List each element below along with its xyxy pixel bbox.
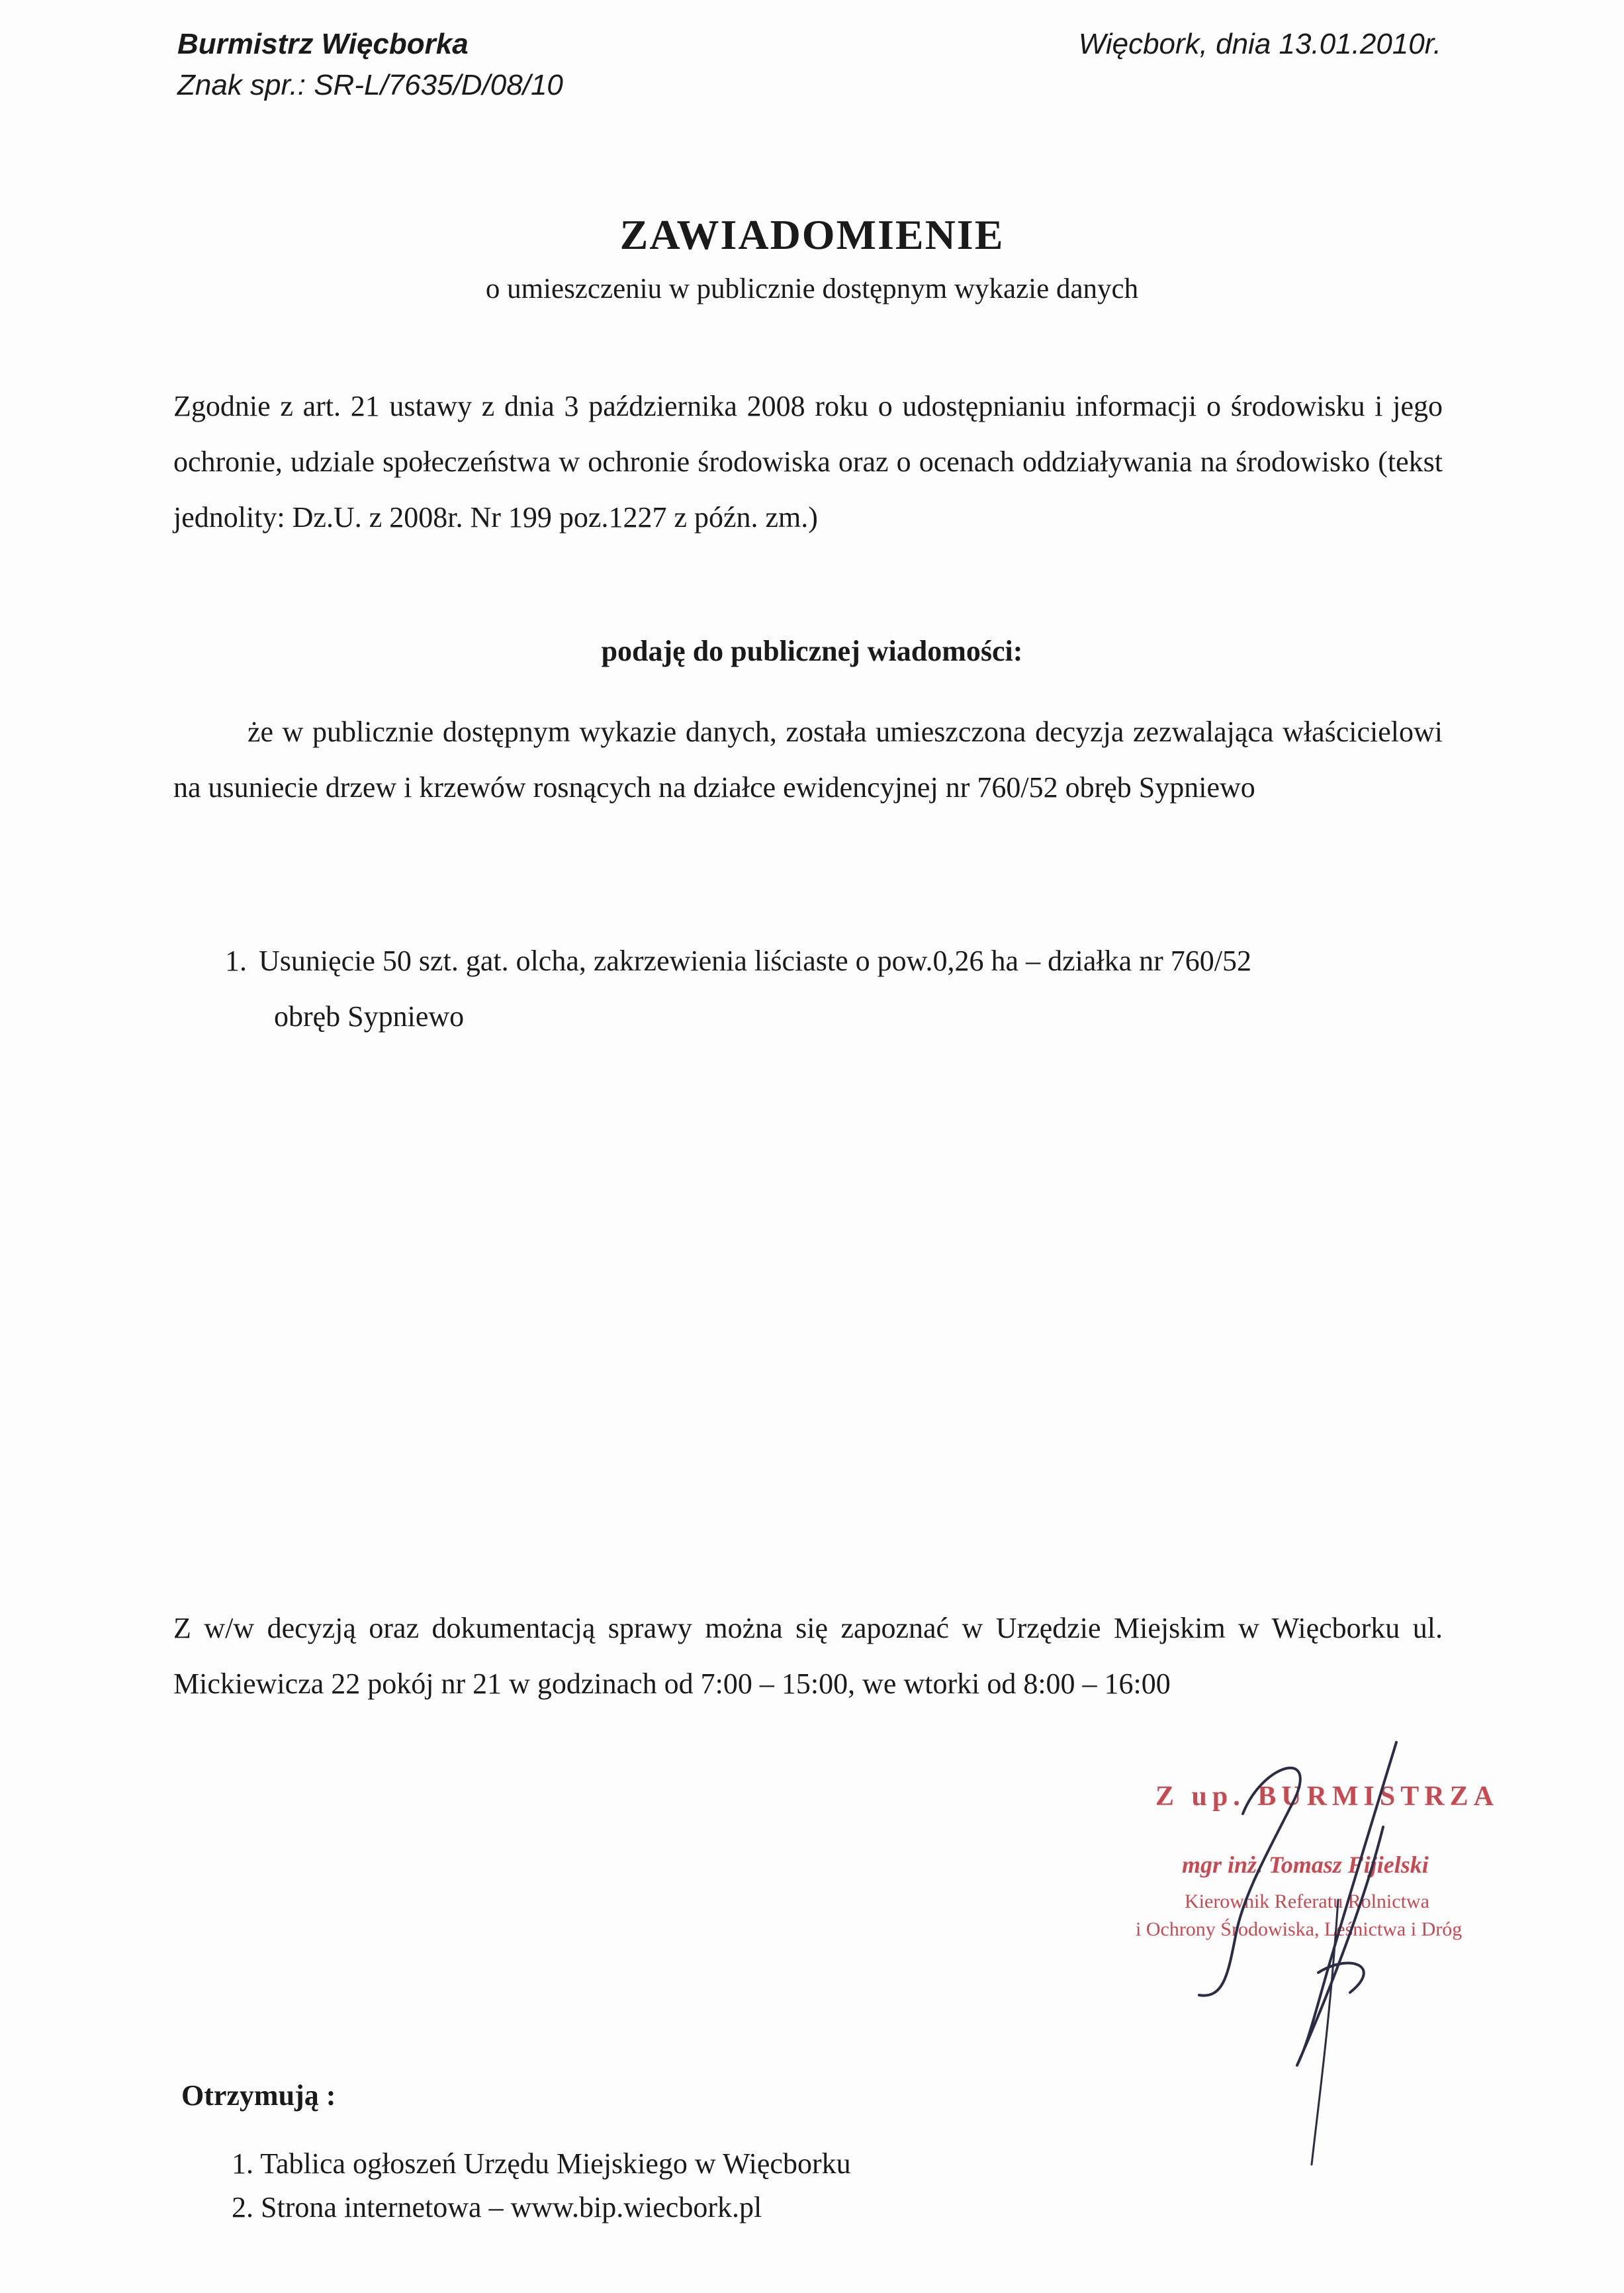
info-paragraph: Z w/w decyzją oraz dokumentacją sprawy można się zapoznać w Urzędzie Miejskim w Więcborku ul. Mickiewicza 22 pokój nr 21 w godzinach od 7:00 – 15:00, we wtorki od 8:00 – 16:00 — [173, 1612, 1443, 1700]
announcement-heading: podaję do publicznej wiadomości: — [601, 635, 1023, 667]
stamp-official-name: mgr inż. Tomasz Fijielski — [1182, 1851, 1429, 1878]
list-item: 1. Tablica ogłoszeń Urzędu Miejskiego w Więcborku — [232, 2147, 851, 2180]
recipients-heading: Otrzymują : — [181, 2079, 336, 2112]
list-item — [225, 933, 1443, 1045]
decision-items — [225, 933, 1443, 1045]
item-continuation: obręb Sypniewo — [274, 1000, 465, 1033]
document-subtitle: o umieszczeniu w publicznie dostępnym wykazie danych — [485, 273, 1139, 304]
list-item: 2. Strona internetowa – www.bip.wiecbork.pl — [232, 2191, 762, 2223]
item-text: Usunięcie 50 szt. gat. olcha, zakrzewienia liściaste o pow.0,26 ha – działka nr 760/52 — [259, 945, 1251, 977]
stamp-title: Z up. BURMISTRZA — [1155, 1781, 1499, 1812]
issuer: Burmistrz Więcborka — [177, 28, 469, 60]
recipients-list — [232, 2142, 851, 2229]
decision-text: że w publicznie dostępnym wykazie danych, została umieszczona decyzja zezwalająca właścicielowi na usuniecie drzew i krzewów rosnących na działce ewidencyjnej nr 760/52 obręb Sypniewo — [173, 716, 1443, 804]
handwritten-signature — [1165, 1734, 1496, 2198]
document-title: ZAWIADOMIENIE — [619, 211, 1005, 258]
stamp-role-line-1: Kierownik Referatu Rolnictwa — [1185, 1891, 1429, 1912]
decision-paragraph — [173, 704, 1443, 816]
legal-basis-paragraph: Zgodnie z art. 21 ustawy z dnia 3 października 2008 roku o udostępnianiu informacji o środowisku i jego ochronie, udziale społeczeństwa w ochronie środowiska oraz o ocenach oddziaływania na środowisko (tekst jednolity: Dz.U. z 2008r. Nr 199 poz.1227 z późn. zm.) — [173, 390, 1443, 534]
reference-number: Znak spr.: SR-L/7635/D/08/10 — [177, 69, 563, 101]
item-number: 1. — [225, 945, 247, 977]
stamp-role-line-2: i Ochrony Środowiska, Leśnictwa i Dróg — [1136, 1918, 1463, 1940]
place-date: Więcbork, dnia 13.01.2010r. — [1078, 28, 1441, 60]
